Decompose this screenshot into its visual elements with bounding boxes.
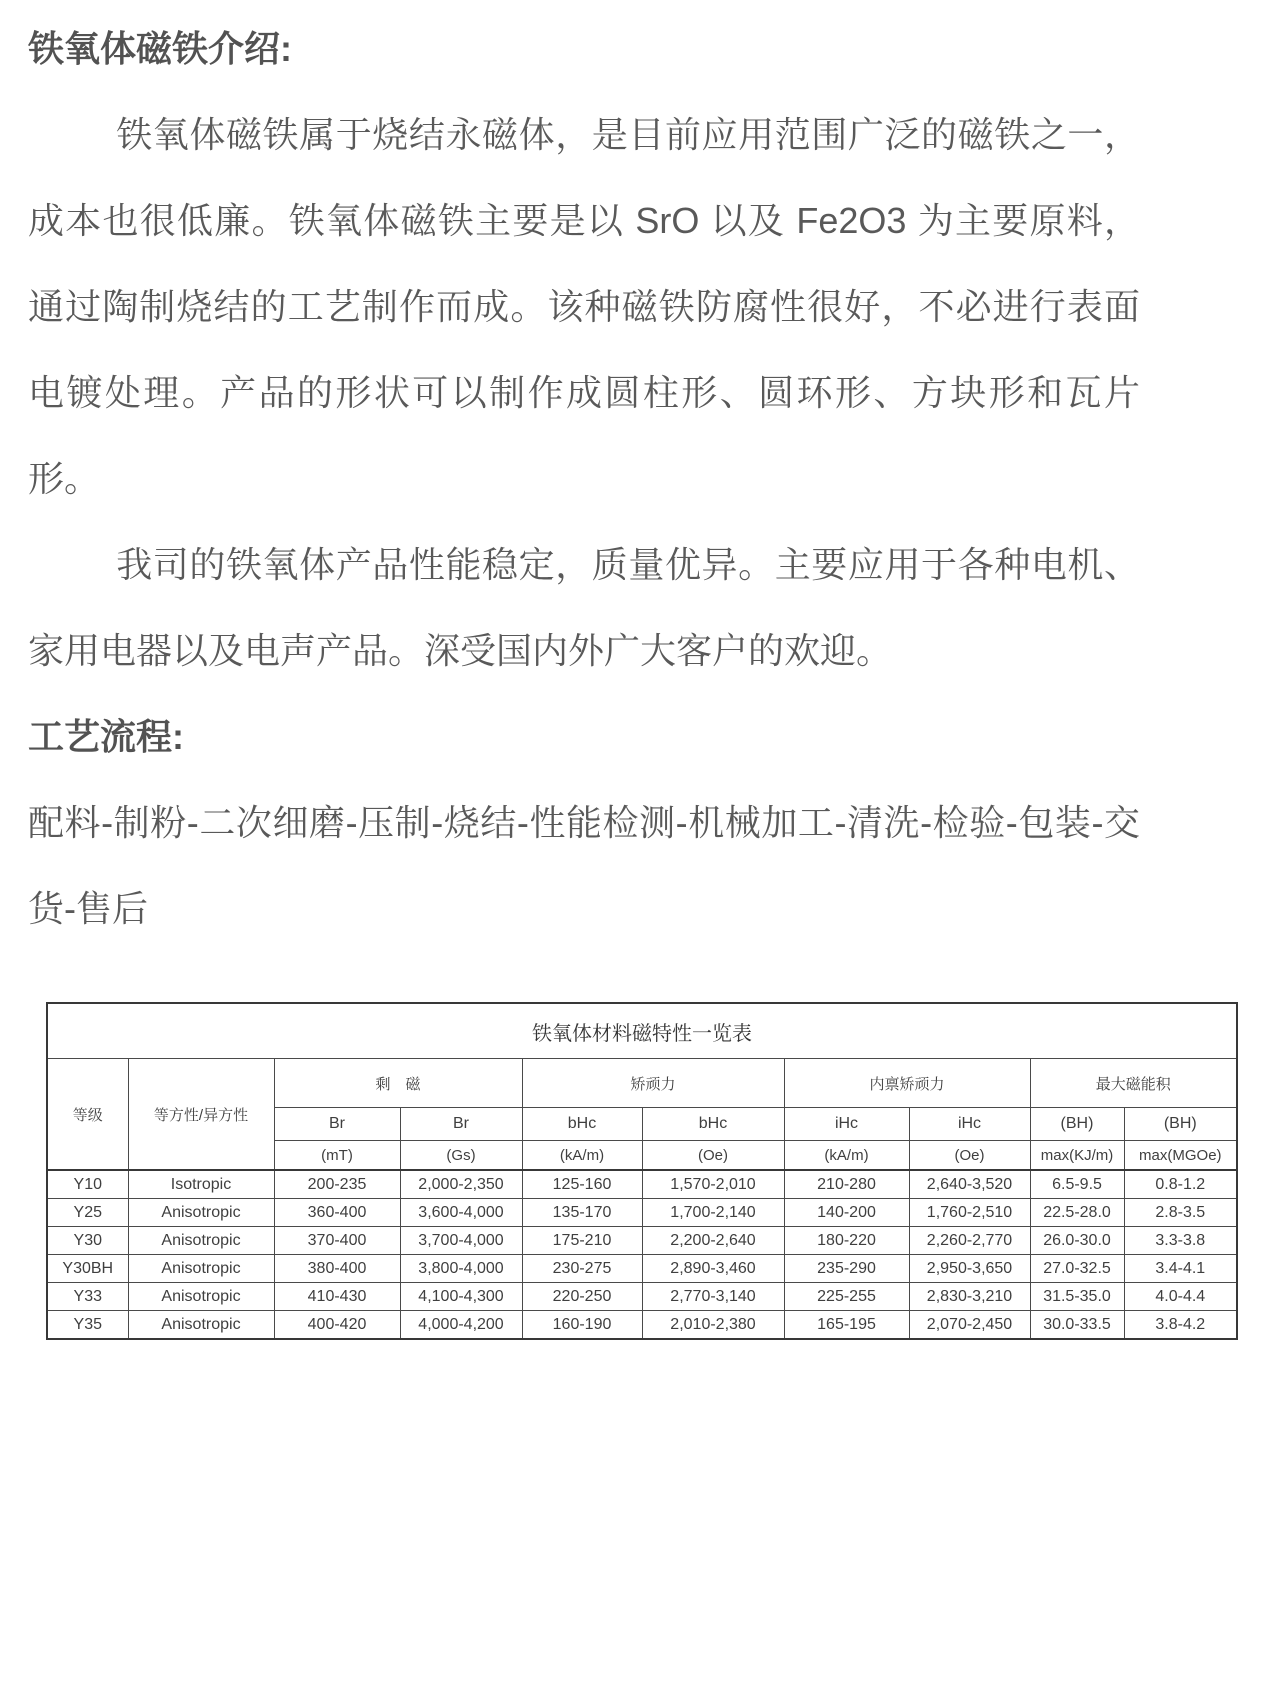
col-header-ihc-kam: iHc: [784, 1108, 909, 1141]
table-cell: 2,200-2,640: [642, 1227, 784, 1255]
table-cell: 1,700-2,140: [642, 1199, 784, 1227]
table-cell: 1,760-2,510: [909, 1199, 1030, 1227]
unit-bh-kjm: max(KJ/m): [1030, 1141, 1124, 1171]
table-cell: 175-210: [522, 1227, 642, 1255]
table-cell: 0.8-1.2: [1124, 1170, 1237, 1199]
table-cell: Anisotropic: [128, 1283, 274, 1311]
table-cell: 26.0-30.0: [1030, 1227, 1124, 1255]
col-header-isotropy: 等方性/异方性: [128, 1059, 274, 1171]
table-cell: 135-170: [522, 1199, 642, 1227]
table-cell: Y25: [47, 1199, 128, 1227]
table-cell: 4.0-4.4: [1124, 1283, 1237, 1311]
table-cell: Y30: [47, 1227, 128, 1255]
table-body: [47, 1170, 1237, 1339]
table-cell: Anisotropic: [128, 1311, 274, 1340]
table-cell: 27.0-32.5: [1030, 1255, 1124, 1283]
col-header-bh-kjm: (BH): [1030, 1108, 1124, 1141]
table-cell: 410-430: [274, 1283, 400, 1311]
text-block: [28, 6, 1140, 952]
col-header-bhc-oe: bHc: [642, 1108, 784, 1141]
table-cell: 30.0-33.5: [1030, 1311, 1124, 1340]
table-cell: 3,700-4,000: [400, 1227, 522, 1255]
unit-br-mt: (mT): [274, 1141, 400, 1171]
table-cell: 220-250: [522, 1283, 642, 1311]
unit-bhc-kam: (kA/m): [522, 1141, 642, 1171]
table-cell: Y10: [47, 1170, 128, 1199]
table-cell: 225-255: [784, 1283, 909, 1311]
table-cell: 400-420: [274, 1311, 400, 1340]
table-cell: 2,000-2,350: [400, 1170, 522, 1199]
table-cell: 2.8-3.5: [1124, 1199, 1237, 1227]
table-cell: 165-195: [784, 1311, 909, 1340]
table-group-header-row: [47, 1059, 1237, 1108]
unit-br-gs: (Gs): [400, 1141, 522, 1171]
table-cell: 3,800-4,000: [400, 1255, 522, 1283]
table-row: [47, 1199, 1237, 1227]
table-row: [47, 1170, 1237, 1199]
table-cell: 140-200: [784, 1199, 909, 1227]
col-header-br-mt: Br: [274, 1108, 400, 1141]
table-cell: 2,010-2,380: [642, 1311, 784, 1340]
table-cell: Y35: [47, 1311, 128, 1340]
process-heading: 工艺流程:: [28, 716, 184, 757]
col-group-max-energy-product: 最大磁能积: [1030, 1059, 1237, 1108]
table-cell: 2,890-3,460: [642, 1255, 784, 1283]
col-group-intrinsic-coercivity: 内禀矫顽力: [784, 1059, 1030, 1108]
table-cell: 210-280: [784, 1170, 909, 1199]
unit-ihc-kam: (kA/m): [784, 1141, 909, 1171]
col-header-br-gs: Br: [400, 1108, 522, 1141]
table-cell: 31.5-35.0: [1030, 1283, 1124, 1311]
table-row: [47, 1311, 1237, 1340]
table-cell: 200-235: [274, 1170, 400, 1199]
col-group-coercivity: 矫顽力: [522, 1059, 784, 1108]
table-cell: 4,000-4,200: [400, 1311, 522, 1340]
table-title-row: [47, 1003, 1237, 1059]
table-cell: Y33: [47, 1283, 128, 1311]
col-header-ihc-oe: iHc: [909, 1108, 1030, 1141]
col-header-grade: 等级: [47, 1059, 128, 1171]
table-header: [47, 1003, 1237, 1170]
col-header-bhc-kam: bHc: [522, 1108, 642, 1141]
table-row: [47, 1255, 1237, 1283]
unit-bh-mgoe: max(MGOe): [1124, 1141, 1237, 1171]
table-cell: Anisotropic: [128, 1227, 274, 1255]
unit-bhc-oe: (Oe): [642, 1141, 784, 1171]
document-page: [28, 6, 1287, 1340]
table-cell: Anisotropic: [128, 1255, 274, 1283]
table-cell: 2,260-2,770: [909, 1227, 1030, 1255]
table-cell: 3.3-3.8: [1124, 1227, 1237, 1255]
intro-paragraph-1: 铁氧体磁铁属于烧结永磁体，是目前应用范围广泛的磁铁之一，成本也很低廉。铁氧体磁铁主要是以 SrO 以及 Fe2O3 为主要原料，通过陶制烧结的工艺制作而成。该种磁铁防腐性很好，不必进行表面电镀处理。产品的形状可以制作成圆柱形、圆环形、方块形和瓦片形。: [28, 114, 1140, 499]
table-cell: 2,830-3,210: [909, 1283, 1030, 1311]
table-cell: 2,640-3,520: [909, 1170, 1030, 1199]
table-cell: 180-220: [784, 1227, 909, 1255]
table-title: 铁氧体材料磁特性一览表: [47, 1003, 1237, 1059]
table-cell: 3,600-4,000: [400, 1199, 522, 1227]
table-cell: 230-275: [522, 1255, 642, 1283]
table-cell: Anisotropic: [128, 1199, 274, 1227]
table-cell: 2,770-3,140: [642, 1283, 784, 1311]
table-cell: 235-290: [784, 1255, 909, 1283]
table-cell: 2,070-2,450: [909, 1311, 1030, 1340]
intro-paragraph-2: 我司的铁氧体产品性能稳定，质量优异。主要应用于各种电机、家用电器以及电声产品。深受国内外广大客户的欢迎。: [28, 544, 1140, 671]
table-cell: 160-190: [522, 1311, 642, 1340]
table-cell: 1,570-2,010: [642, 1170, 784, 1199]
table-cell: 360-400: [274, 1199, 400, 1227]
table-row: [47, 1283, 1237, 1311]
unit-ihc-oe: (Oe): [909, 1141, 1030, 1171]
table-cell: Y30BH: [47, 1255, 128, 1283]
table-cell: 4,100-4,300: [400, 1283, 522, 1311]
ferrite-properties-table: [46, 1002, 1238, 1340]
table-cell: 380-400: [274, 1255, 400, 1283]
table-cell: 22.5-28.0: [1030, 1199, 1124, 1227]
table-cell: 3.8-4.2: [1124, 1311, 1237, 1340]
table-cell: 125-160: [522, 1170, 642, 1199]
table-cell: 6.5-9.5: [1030, 1170, 1124, 1199]
table-cell: 370-400: [274, 1227, 400, 1255]
col-group-remanence: 剩 磁: [274, 1059, 522, 1108]
table-cell: 2,950-3,650: [909, 1255, 1030, 1283]
intro-heading: 铁氧体磁铁介绍:: [28, 28, 292, 69]
table-cell: Isotropic: [128, 1170, 274, 1199]
table-row: [47, 1227, 1237, 1255]
col-header-bh-mgoe: (BH): [1124, 1108, 1237, 1141]
process-flow-text: 配料-制粉-二次细磨-压制-烧结-性能检测-机械加工-清洗-检验-包装-交货-售后: [28, 802, 1140, 929]
table-cell: 3.4-4.1: [1124, 1255, 1237, 1283]
